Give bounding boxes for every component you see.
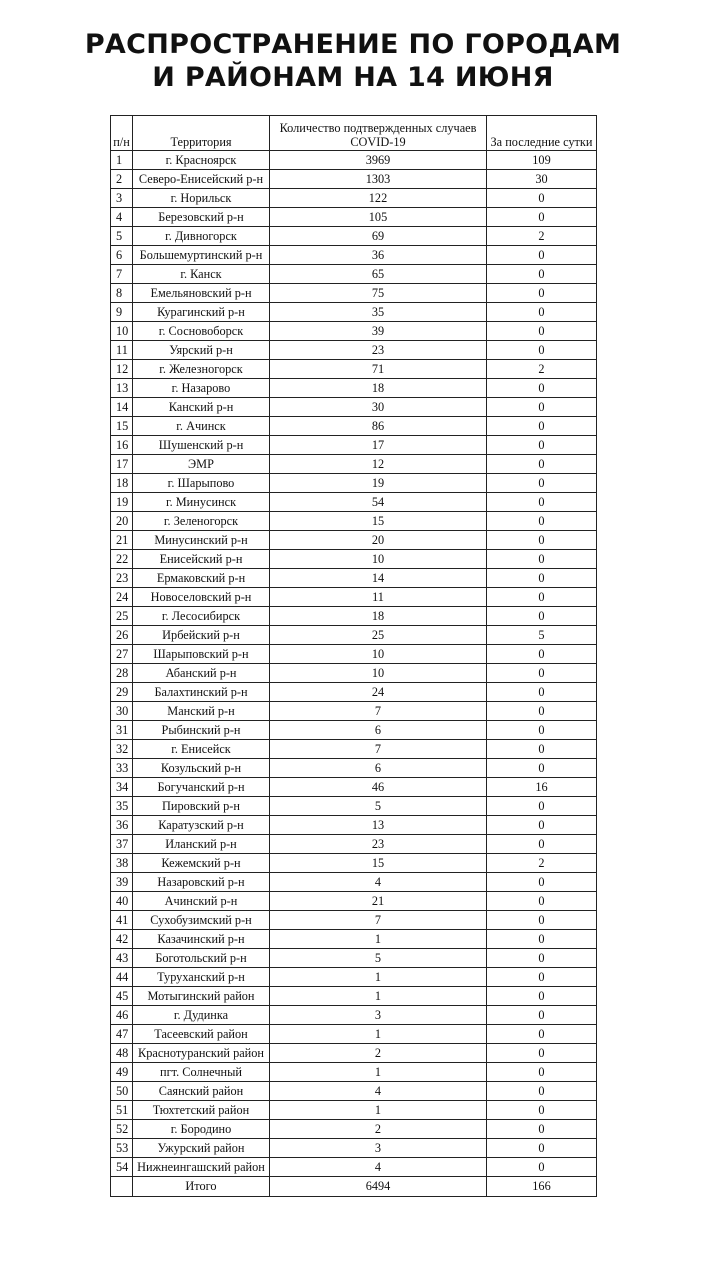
confirmed-cell: 69 [270,227,487,246]
table-row [111,550,597,569]
last-day-cell: 0 [487,436,597,455]
row-number: 1 [111,151,133,170]
row-number: 28 [111,664,133,683]
row-number: 26 [111,626,133,645]
last-day-cell: 0 [487,341,597,360]
territory-cell: г. Сосновоборск [133,322,270,341]
territory-cell: Уярский р-н [133,341,270,360]
last-day-cell: 16 [487,778,597,797]
territory-cell: Новоселовский р-н [133,588,270,607]
confirmed-cell: 5 [270,949,487,968]
row-number: 33 [111,759,133,778]
territory-cell: г. Зеленогорск [133,512,270,531]
confirmed-cell: 4 [270,1158,487,1177]
territory-cell: Нижнеингашский район [133,1158,270,1177]
table-row [111,1139,597,1158]
last-day-cell: 0 [487,968,597,987]
header-territory: Территория [133,116,270,151]
total-last-day: 166 [487,1177,597,1197]
table-row [111,417,597,436]
confirmed-cell: 35 [270,303,487,322]
confirmed-cell: 5 [270,797,487,816]
row-number: 7 [111,265,133,284]
last-day-cell: 0 [487,322,597,341]
table-row [111,379,597,398]
confirmed-cell: 13 [270,816,487,835]
table-row [111,797,597,816]
last-day-cell: 0 [487,1063,597,1082]
confirmed-cell: 4 [270,873,487,892]
row-number: 29 [111,683,133,702]
territory-cell: Минусинский р-н [133,531,270,550]
confirmed-cell: 3 [270,1006,487,1025]
confirmed-cell: 46 [270,778,487,797]
territory-cell: Краснотуранский район [133,1044,270,1063]
confirmed-cell: 65 [270,265,487,284]
row-number: 3 [111,189,133,208]
row-number: 2 [111,170,133,189]
confirmed-cell: 75 [270,284,487,303]
last-day-cell: 0 [487,1158,597,1177]
territory-cell: Березовский р-н [133,208,270,227]
table-row [111,1025,597,1044]
territory-cell: Манский р-н [133,702,270,721]
last-day-cell: 0 [487,1139,597,1158]
last-day-cell: 0 [487,721,597,740]
last-day-cell: 2 [487,360,597,379]
row-number: 22 [111,550,133,569]
territory-cell: г. Шарыпово [133,474,270,493]
territory-cell: Саянский район [133,1082,270,1101]
territory-cell: Шарыповский р-н [133,645,270,664]
table-row [111,911,597,930]
header-num: п/н [111,116,133,151]
table-row [111,1120,597,1139]
last-day-cell: 0 [487,664,597,683]
last-day-cell: 0 [487,683,597,702]
confirmed-cell: 18 [270,379,487,398]
territory-cell: г. Дудинка [133,1006,270,1025]
table-row [111,322,597,341]
territory-cell: Ачинский р-н [133,892,270,911]
last-day-cell: 0 [487,1082,597,1101]
table-row [111,778,597,797]
table-header-row [111,116,597,151]
table-row [111,170,597,189]
last-day-cell: 0 [487,645,597,664]
confirmed-cell: 25 [270,626,487,645]
territory-cell: Курагинский р-н [133,303,270,322]
confirmed-cell: 12 [270,455,487,474]
last-day-cell: 0 [487,455,597,474]
last-day-cell: 0 [487,246,597,265]
confirmed-cell: 11 [270,588,487,607]
last-day-cell: 0 [487,189,597,208]
row-number: 15 [111,417,133,436]
row-number: 14 [111,398,133,417]
last-day-cell: 0 [487,1025,597,1044]
table-row [111,1063,597,1082]
last-day-cell: 0 [487,1044,597,1063]
confirmed-cell: 3 [270,1139,487,1158]
territory-cell: Козульский р-н [133,759,270,778]
table-row [111,1006,597,1025]
confirmed-cell: 15 [270,512,487,531]
territory-cell: Северо-Енисейский р-н [133,170,270,189]
table-row [111,645,597,664]
table-row [111,968,597,987]
table-row [111,759,597,778]
confirmed-cell: 21 [270,892,487,911]
table-row [111,835,597,854]
row-number: 44 [111,968,133,987]
row-number: 21 [111,531,133,550]
territory-cell: г. Минусинск [133,493,270,512]
table-row [111,1082,597,1101]
table-row [111,531,597,550]
row-number: 5 [111,227,133,246]
table-row [111,265,597,284]
last-day-cell: 0 [487,531,597,550]
territory-cell: Туруханский р-н [133,968,270,987]
row-number: 9 [111,303,133,322]
table-row [111,512,597,531]
table-row [111,702,597,721]
header-last-day: За последние сутки [487,116,597,151]
table-row [111,284,597,303]
last-day-cell: 0 [487,303,597,322]
last-day-cell: 0 [487,1101,597,1120]
table-row [111,664,597,683]
confirmed-cell: 7 [270,911,487,930]
territory-cell: г. Красноярск [133,151,270,170]
title-line-1: РАСПРОСТРАНЕНИЕ ПО ГОРОДАМ [84,29,622,60]
confirmed-cell: 2 [270,1120,487,1139]
territory-cell: г. Дивногорск [133,227,270,246]
row-number: 16 [111,436,133,455]
last-day-cell: 0 [487,550,597,569]
confirmed-cell: 3969 [270,151,487,170]
confirmed-cell: 86 [270,417,487,436]
row-number: 12 [111,360,133,379]
confirmed-cell: 1 [270,968,487,987]
table-total-row [111,1177,597,1197]
table-row [111,740,597,759]
last-day-cell: 0 [487,835,597,854]
last-day-cell: 5 [487,626,597,645]
table-row [111,1158,597,1177]
territory-cell: Тюхтетский район [133,1101,270,1120]
confirmed-cell: 54 [270,493,487,512]
confirmed-cell: 10 [270,550,487,569]
row-number: 20 [111,512,133,531]
last-day-cell: 0 [487,265,597,284]
territory-cell: Каратузский р-н [133,816,270,835]
confirmed-cell: 122 [270,189,487,208]
territory-cell: Ирбейский р-н [133,626,270,645]
confirmed-cell: 15 [270,854,487,873]
table-row [111,474,597,493]
table-row [111,208,597,227]
table-row [111,949,597,968]
table-row [111,569,597,588]
row-number: 32 [111,740,133,759]
last-day-cell: 0 [487,987,597,1006]
last-day-cell: 0 [487,417,597,436]
row-number: 31 [111,721,133,740]
confirmed-cell: 1 [270,1025,487,1044]
confirmed-cell: 39 [270,322,487,341]
confirmed-cell: 7 [270,740,487,759]
last-day-cell: 0 [487,816,597,835]
row-number: 45 [111,987,133,1006]
confirmed-cell: 19 [270,474,487,493]
table-row [111,721,597,740]
table-row [111,683,597,702]
covid-cases-table [110,115,597,1197]
territory-cell: г. Назарово [133,379,270,398]
row-number: 38 [111,854,133,873]
table-row [111,360,597,379]
confirmed-cell: 1 [270,930,487,949]
row-number: 49 [111,1063,133,1082]
territory-cell: Боготольский р-н [133,949,270,968]
header-confirmed: Количество подтвержденных случаев COVID-19 [270,116,487,151]
territory-cell: Абанский р-н [133,664,270,683]
confirmed-cell: 10 [270,645,487,664]
territory-cell: Иланский р-н [133,835,270,854]
table-row [111,227,597,246]
territory-cell: Шушенский р-н [133,436,270,455]
table-row [111,588,597,607]
row-number: 34 [111,778,133,797]
row-number: 41 [111,911,133,930]
table-row [111,1044,597,1063]
territory-cell: г. Ачинск [133,417,270,436]
last-day-cell: 0 [487,208,597,227]
row-number: 13 [111,379,133,398]
table-row [111,930,597,949]
row-number: 50 [111,1082,133,1101]
table-row [111,607,597,626]
confirmed-cell: 23 [270,835,487,854]
last-day-cell: 0 [487,1006,597,1025]
confirmed-cell: 20 [270,531,487,550]
table-row [111,246,597,265]
confirmed-cell: 7 [270,702,487,721]
row-number: 35 [111,797,133,816]
row-number: 37 [111,835,133,854]
last-day-cell: 0 [487,930,597,949]
territory-cell: Назаровский р-н [133,873,270,892]
confirmed-cell: 4 [270,1082,487,1101]
confirmed-cell: 36 [270,246,487,265]
confirmed-cell: 18 [270,607,487,626]
last-day-cell: 0 [487,569,597,588]
table-row [111,987,597,1006]
confirmed-cell: 17 [270,436,487,455]
table-row [111,493,597,512]
table-body [111,151,597,1177]
confirmed-cell: 1 [270,987,487,1006]
last-day-cell: 0 [487,911,597,930]
last-day-cell: 0 [487,702,597,721]
confirmed-cell: 2 [270,1044,487,1063]
territory-cell: г. Енисейск [133,740,270,759]
confirmed-cell: 6 [270,721,487,740]
territory-cell: Большемуртинский р-н [133,246,270,265]
row-number: 53 [111,1139,133,1158]
last-day-cell: 0 [487,949,597,968]
table-row [111,892,597,911]
row-number: 52 [111,1120,133,1139]
last-day-cell: 0 [487,284,597,303]
row-number: 36 [111,816,133,835]
row-number: 54 [111,1158,133,1177]
table-row [111,303,597,322]
table-row [111,398,597,417]
total-num-cell [111,1177,133,1197]
confirmed-cell: 1303 [270,170,487,189]
table-row [111,1101,597,1120]
territory-cell: Енисейский р-н [133,550,270,569]
row-number: 39 [111,873,133,892]
territory-cell: г. Норильск [133,189,270,208]
territory-cell: Канский р-н [133,398,270,417]
territory-cell: Казачинский р-н [133,930,270,949]
territory-cell: Балахтинский р-н [133,683,270,702]
territory-cell: Тасеевский район [133,1025,270,1044]
territory-cell: Ужурский район [133,1139,270,1158]
row-number: 8 [111,284,133,303]
row-number: 27 [111,645,133,664]
row-number: 18 [111,474,133,493]
last-day-cell: 0 [487,797,597,816]
row-number: 23 [111,569,133,588]
title-line-2: И РАЙОНАМ НА 14 ИЮНЯ [152,62,554,93]
table-row [111,873,597,892]
territory-cell: Кежемский р-н [133,854,270,873]
row-number: 17 [111,455,133,474]
confirmed-cell: 71 [270,360,487,379]
table-row [111,626,597,645]
last-day-cell: 0 [487,512,597,531]
last-day-cell: 30 [487,170,597,189]
total-label: Итого [133,1177,270,1197]
last-day-cell: 0 [487,607,597,626]
table-row [111,341,597,360]
last-day-cell: 0 [487,398,597,417]
confirmed-cell: 6 [270,759,487,778]
table-row [111,189,597,208]
row-number: 47 [111,1025,133,1044]
row-number: 42 [111,930,133,949]
last-day-cell: 0 [487,892,597,911]
territory-cell: Богучанский р-н [133,778,270,797]
last-day-cell: 0 [487,493,597,512]
territory-cell: г. Лесосибирск [133,607,270,626]
territory-cell: Рыбинский р-н [133,721,270,740]
confirmed-cell: 14 [270,569,487,588]
row-number: 6 [111,246,133,265]
row-number: 19 [111,493,133,512]
confirmed-cell: 23 [270,341,487,360]
table-row [111,436,597,455]
row-number: 48 [111,1044,133,1063]
confirmed-cell: 1 [270,1101,487,1120]
territory-cell: Мотыгинский район [133,987,270,1006]
last-day-cell: 0 [487,740,597,759]
territory-cell: Сухобузимский р-н [133,911,270,930]
row-number: 4 [111,208,133,227]
last-day-cell: 0 [487,759,597,778]
row-number: 40 [111,892,133,911]
row-number: 46 [111,1006,133,1025]
row-number: 43 [111,949,133,968]
territory-cell: пгт. Солнечный [133,1063,270,1082]
last-day-cell: 0 [487,1120,597,1139]
row-number: 30 [111,702,133,721]
territory-cell: Ермаковский р-н [133,569,270,588]
row-number: 25 [111,607,133,626]
row-number: 51 [111,1101,133,1120]
page-title [0,28,706,94]
row-number: 10 [111,322,133,341]
row-number: 24 [111,588,133,607]
last-day-cell: 0 [487,873,597,892]
confirmed-cell: 105 [270,208,487,227]
last-day-cell: 0 [487,588,597,607]
territory-cell: г. Железногорск [133,360,270,379]
last-day-cell: 0 [487,474,597,493]
table-row [111,854,597,873]
table-row [111,816,597,835]
table-row [111,151,597,170]
last-day-cell: 2 [487,227,597,246]
confirmed-cell: 1 [270,1063,487,1082]
territory-cell: Пировский р-н [133,797,270,816]
row-number: 11 [111,341,133,360]
territory-cell: ЭМР [133,455,270,474]
confirmed-cell: 10 [270,664,487,683]
total-confirmed: 6494 [270,1177,487,1197]
table-row [111,455,597,474]
territory-cell: Емельяновский р-н [133,284,270,303]
last-day-cell: 0 [487,379,597,398]
territory-cell: г. Канск [133,265,270,284]
territory-cell: г. Бородино [133,1120,270,1139]
confirmed-cell: 30 [270,398,487,417]
last-day-cell: 2 [487,854,597,873]
confirmed-cell: 24 [270,683,487,702]
last-day-cell: 109 [487,151,597,170]
